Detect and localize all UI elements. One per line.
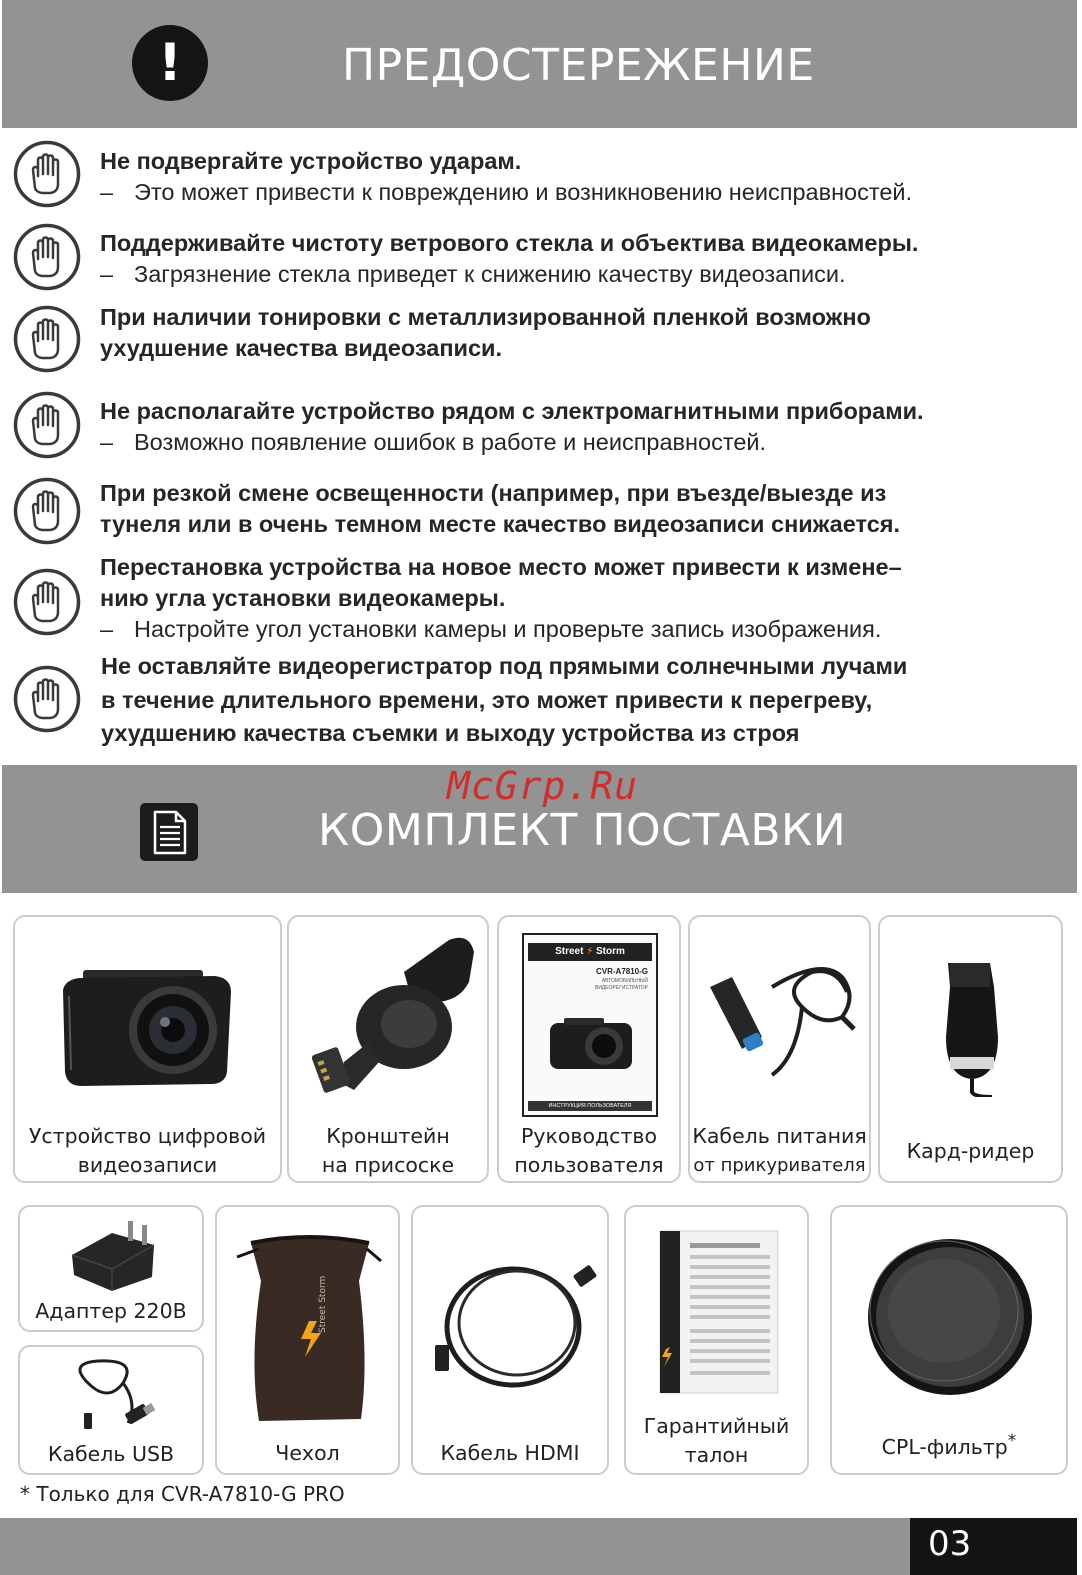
power-cable-image [702, 947, 862, 1097]
warning-item [100, 396, 1060, 458]
warning-item-head: тунеля или в очень темном месте качество видеозаписи снижается. [100, 511, 900, 537]
kit-card-mount [287, 915, 489, 1183]
warning-item-head: ухудшение качества видеозаписи. [100, 335, 503, 361]
page-number: 03 [928, 1524, 972, 1564]
warning-item-note: – Это может привести к повреждению и возникновению неисправностей. [100, 179, 913, 205]
kit-card-dashcam [13, 915, 282, 1183]
footer-band [0, 1518, 910, 1575]
kit-label: Руководство [520, 1124, 658, 1148]
warning-item-head: Не располагайте устройство рядом с электромагнитными приборами. [100, 398, 924, 424]
warning-item-head: Не оставляйте видеорегистратор под прямыми солнечными лучами [101, 653, 908, 679]
kit-label: Адаптер 220В [35, 1299, 187, 1323]
kit-label: Кронштейн [326, 1124, 450, 1148]
warning-item [100, 146, 1060, 208]
kit-card-warranty [624, 1205, 809, 1475]
kit-label: Устройство цифровой [28, 1124, 267, 1148]
warning-item-head: При резкой смене освещенности (например, при въезде/выезде из [100, 480, 887, 506]
kit-label: Гарантийный [643, 1414, 790, 1438]
hand-stop-icon [13, 223, 81, 291]
hand-stop-icon [13, 665, 81, 733]
manual-brand: Street ⚡ Storm [528, 943, 652, 961]
kit-card-manual [497, 915, 681, 1183]
warning-item-head: Поддерживайте чистоту ветрового стекла и объектива видеокамеры. [100, 230, 919, 256]
warning-item-head: При наличии тонировки с металлизированной пленкой возможно [100, 304, 871, 330]
hand-stop-icon [13, 477, 81, 545]
kit-label: CPL-фильтр* [881, 1431, 1017, 1459]
kit-label: Кабель HDMI [440, 1441, 580, 1465]
warning-item-head: ухудшению качества съемки и выходу устройства из строя [101, 720, 800, 746]
warning-item [100, 302, 1060, 364]
pouch-image [229, 1221, 389, 1431]
kit-card-usb-cable [18, 1345, 204, 1475]
warning-item [100, 228, 1060, 290]
hand-stop-icon [13, 391, 81, 459]
hand-stop-icon [13, 568, 81, 636]
kit-card-power-cable [688, 915, 871, 1183]
manual-model: CVR-A7810-G [595, 967, 648, 976]
kit-label: видеозаписи [77, 1153, 218, 1177]
warning-item-note: – Возможно появление ошибок в работе и неисправностей. [100, 429, 767, 455]
dashcam-image [55, 962, 235, 1092]
kit-label: от прикуривателя [693, 1155, 866, 1176]
manual-subtitle: ВИДЕОРЕГИСТРАТОР [594, 985, 648, 991]
page-number-box [910, 1518, 1077, 1575]
kit-label: Чехол [275, 1441, 340, 1465]
cpl-filter-image [848, 1229, 1048, 1409]
kit-label: Кабель USB [47, 1442, 175, 1466]
mount-image [309, 932, 479, 1107]
adapter-image [62, 1215, 162, 1295]
warning-title: ПРЕДОСТЕРЕЖЕНИЕ [342, 40, 815, 91]
card-reader-image [932, 957, 1012, 1097]
manual-booklet-image [522, 933, 658, 1117]
hand-stop-icon [13, 140, 81, 208]
warning-header [2, 0, 1077, 128]
kit-card-cpl-filter [830, 1205, 1068, 1475]
document-icon [140, 803, 198, 861]
kit-title: КОМПЛЕКТ ПОСТАВКИ [318, 805, 847, 856]
pouch-brand: Street Storm [318, 1275, 328, 1333]
kit-label: Кабель питания [692, 1124, 867, 1148]
watermark: McGrp.Ru [447, 764, 639, 808]
manual-camera-image [546, 1015, 636, 1075]
kit-label: пользователя [514, 1153, 664, 1177]
manual-footer: ИНСТРУКЦИЯ ПОЛЬЗОВАТЕЛЯ [528, 1101, 652, 1111]
usb-cable-image [68, 1353, 158, 1435]
warning-item [100, 478, 1060, 540]
kit-label: талон [684, 1443, 749, 1467]
warning-item-note: – Загрязнение стекла приведет к снижению качеству видеозаписи. [100, 261, 846, 287]
hand-stop-icon [13, 305, 81, 373]
warning-item-note: – Настройте угол установки камеры и проверьте запись изображения. [100, 616, 882, 642]
warning-item [100, 552, 1060, 645]
manual-subtitle: АВТОМОБИЛЬНЫЙ [601, 978, 648, 984]
kit-card-card-reader [878, 915, 1063, 1183]
warning-item [101, 650, 1061, 751]
kit-card-pouch [215, 1205, 400, 1475]
warning-item-head: Не подвергайте устройство ударам. [100, 148, 522, 174]
hdmi-cable-image [427, 1247, 599, 1397]
kit-label: Кард-ридер [906, 1139, 1035, 1163]
kit-label: на присоске [321, 1153, 455, 1177]
kit-card-adapter [18, 1205, 204, 1332]
warning-item-head: в течение длительного времени, это может привести к перегреву, [101, 686, 873, 713]
kit-card-hdmi-cable [411, 1205, 609, 1475]
warning-item-head: нию угла установки видеокамеры. [100, 585, 506, 611]
warning-item-head: Перестановка устройства на новое место может привести к измене– [100, 554, 902, 580]
exclamation-icon: ! [132, 25, 208, 101]
warranty-card-image [656, 1229, 781, 1397]
footnote: * Только для CVR-A7810-G PRO [20, 1482, 345, 1506]
